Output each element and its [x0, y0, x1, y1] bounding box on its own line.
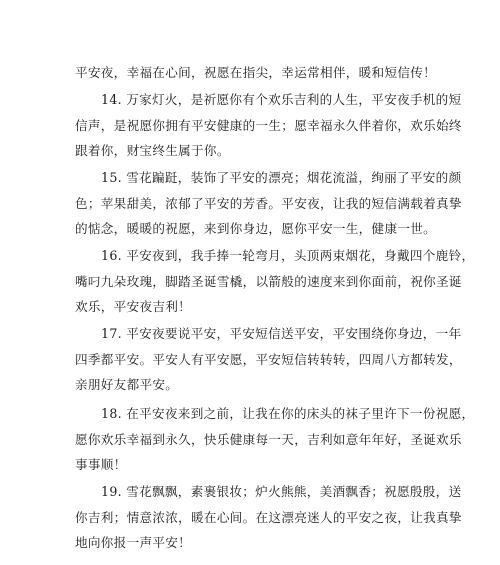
- paragraph-18: [75, 401, 475, 478]
- paragraph-13-tail: [75, 60, 437, 86]
- text-line: 四季都平安。平安人有平安愿，平安短信转转转，四周八方都转发，: [75, 351, 462, 367]
- paragraph-17: [75, 321, 462, 398]
- paragraph-19: [75, 479, 462, 556]
- text-line: 地向你报一声平安！: [75, 535, 192, 550]
- text-line: 欢乐，平安夜吉利！: [75, 299, 192, 314]
- paragraph-15: [75, 165, 462, 242]
- text-line: 平安夜，幸福在心间，祝愿在指尖，幸运常相伴，暖和短信传！: [75, 65, 437, 80]
- paragraph-16: [75, 243, 475, 320]
- text-line: 15. 雪花蹁跹，装饰了平安的漂亮；烟花流溢，绚丽了平安的颜: [101, 170, 462, 185]
- text-line: 色；苹果甜美，浓郁了平安的芳香。平安夜，让我的短信满载着真挚: [75, 195, 462, 211]
- text-line: 19. 雪花飘飘，素裹银妆；炉火熊熊，美酒飘香；祝愿殷殷，送: [101, 484, 462, 499]
- text-line: 14. 万家灯火，是祈愿你有个欢乐吉利的人生，平安夜手机的短: [101, 92, 462, 107]
- text-line: 信声，是祝愿你拥有平安健康的一生；愿幸福永久伴着你，欢乐始终: [75, 117, 462, 133]
- text-line: 你吉利；情意浓浓，暖在心间。在这漂亮迷人的平安之夜，让我真挚: [75, 509, 462, 525]
- text-line: 跟着你，财宝终生属于你。: [75, 143, 230, 158]
- text-line: 事事顺！: [75, 457, 127, 472]
- text-line: 亲朋好友都平安。: [75, 377, 179, 392]
- text-line: 的惦念，暖暖的祝愿，来到你身边，愿你平安一生，健康一世。: [75, 221, 437, 236]
- text-line: 18. 在平安夜来到之前，让我在你的床头的袜子里许下一份祝愿，: [101, 406, 475, 421]
- text-line: 17. 平安夜要说平安，平安短信送平安，平安围绕你身边，一年: [101, 326, 462, 341]
- text-line: 16. 平安夜到，我手捧一轮弯月，头顶两束烟花，身戴四个鹿铃，: [101, 248, 475, 263]
- text-line: 愿你欢乐幸福到永久，快乐健康每一天，吉利如意年年好，圣诞欢乐: [75, 431, 462, 447]
- paragraph-14: [75, 87, 462, 164]
- text-line: 嘴叼九朵玫瑰，脚踏圣诞雪橇，以箭般的速度来到你面前，祝你圣诞: [75, 273, 462, 289]
